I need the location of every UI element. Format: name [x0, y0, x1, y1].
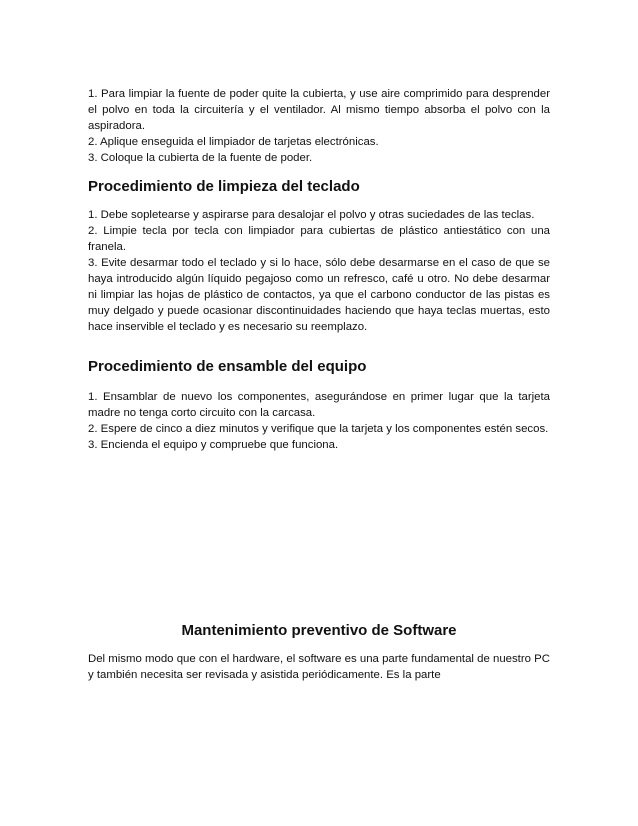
keyboard-cleaning-heading: Procedimiento de limpieza del teclado — [88, 178, 360, 195]
step-1-paragraph: 1. Para limpiar la fuente de poder quite la cubierta, y use aire comprimido para desprender el polvo en toda la circuitería y el ventilador. Al mismo tiempo absorba el polvo con la aspiradora. — [88, 88, 550, 132]
step-2-paragraph: 2. Aplique enseguida el limpiador de tarjetas electrónicas. — [88, 136, 379, 148]
assembly-step-1: 1. Ensamblar de nuevo los componentes, asegurándose en primer lugar que la tarjeta madre no tenga corto circuito con la carcasa. — [88, 391, 550, 419]
assembly-step-3: 3. Encienda el equipo y compruebe que funciona. — [88, 439, 339, 451]
assembly-step-2: 2. Espere de cinco a diez minutos y verifique que la tarjeta y los componentes estén secos. — [88, 423, 549, 435]
keyboard-step-1: 1. Debe sopletearse y aspirarse para desalojar el polvo y otras suciedades de las teclas. — [88, 209, 535, 221]
software-intro-paragraph: Del mismo modo que con el hardware, el software es una parte fundamental de nuestro PC y también necesita ser revisada y asistida periódicamente. Es la parte — [88, 653, 550, 681]
assembly-heading: Procedimiento de ensamble del equipo — [88, 358, 367, 375]
assembly-steps — [88, 389, 550, 453]
keyboard-step-3: 3. Evite desarmar todo el teclado y si lo hace, sólo debe desarmarse en el caso de que se haya introducido algún líquido pegajoso como un refresco, café u otro. No debe desarmar ni limpiar las hojas de plástico de contactos, ya que el carbono conductor de las pistas es muy delgado y puede ocasionar discontinuidades haciendo que haya teclas muertas, esto hace inservible el teclado y es necesario su reemplazo. — [88, 257, 550, 333]
power-supply-steps — [88, 86, 550, 166]
document-page — [88, 86, 550, 683]
step-3-paragraph: 3. Coloque la cubierta de la fuente de poder. — [88, 152, 313, 164]
keyboard-step-2: 2. Limpie tecla por tecla con limpiador para cubiertas de plástico antiestático con una franela. — [88, 225, 550, 253]
keyboard-cleaning-steps — [88, 207, 550, 335]
software-maintenance-heading: Mantenimiento preventivo de Software — [181, 622, 457, 639]
